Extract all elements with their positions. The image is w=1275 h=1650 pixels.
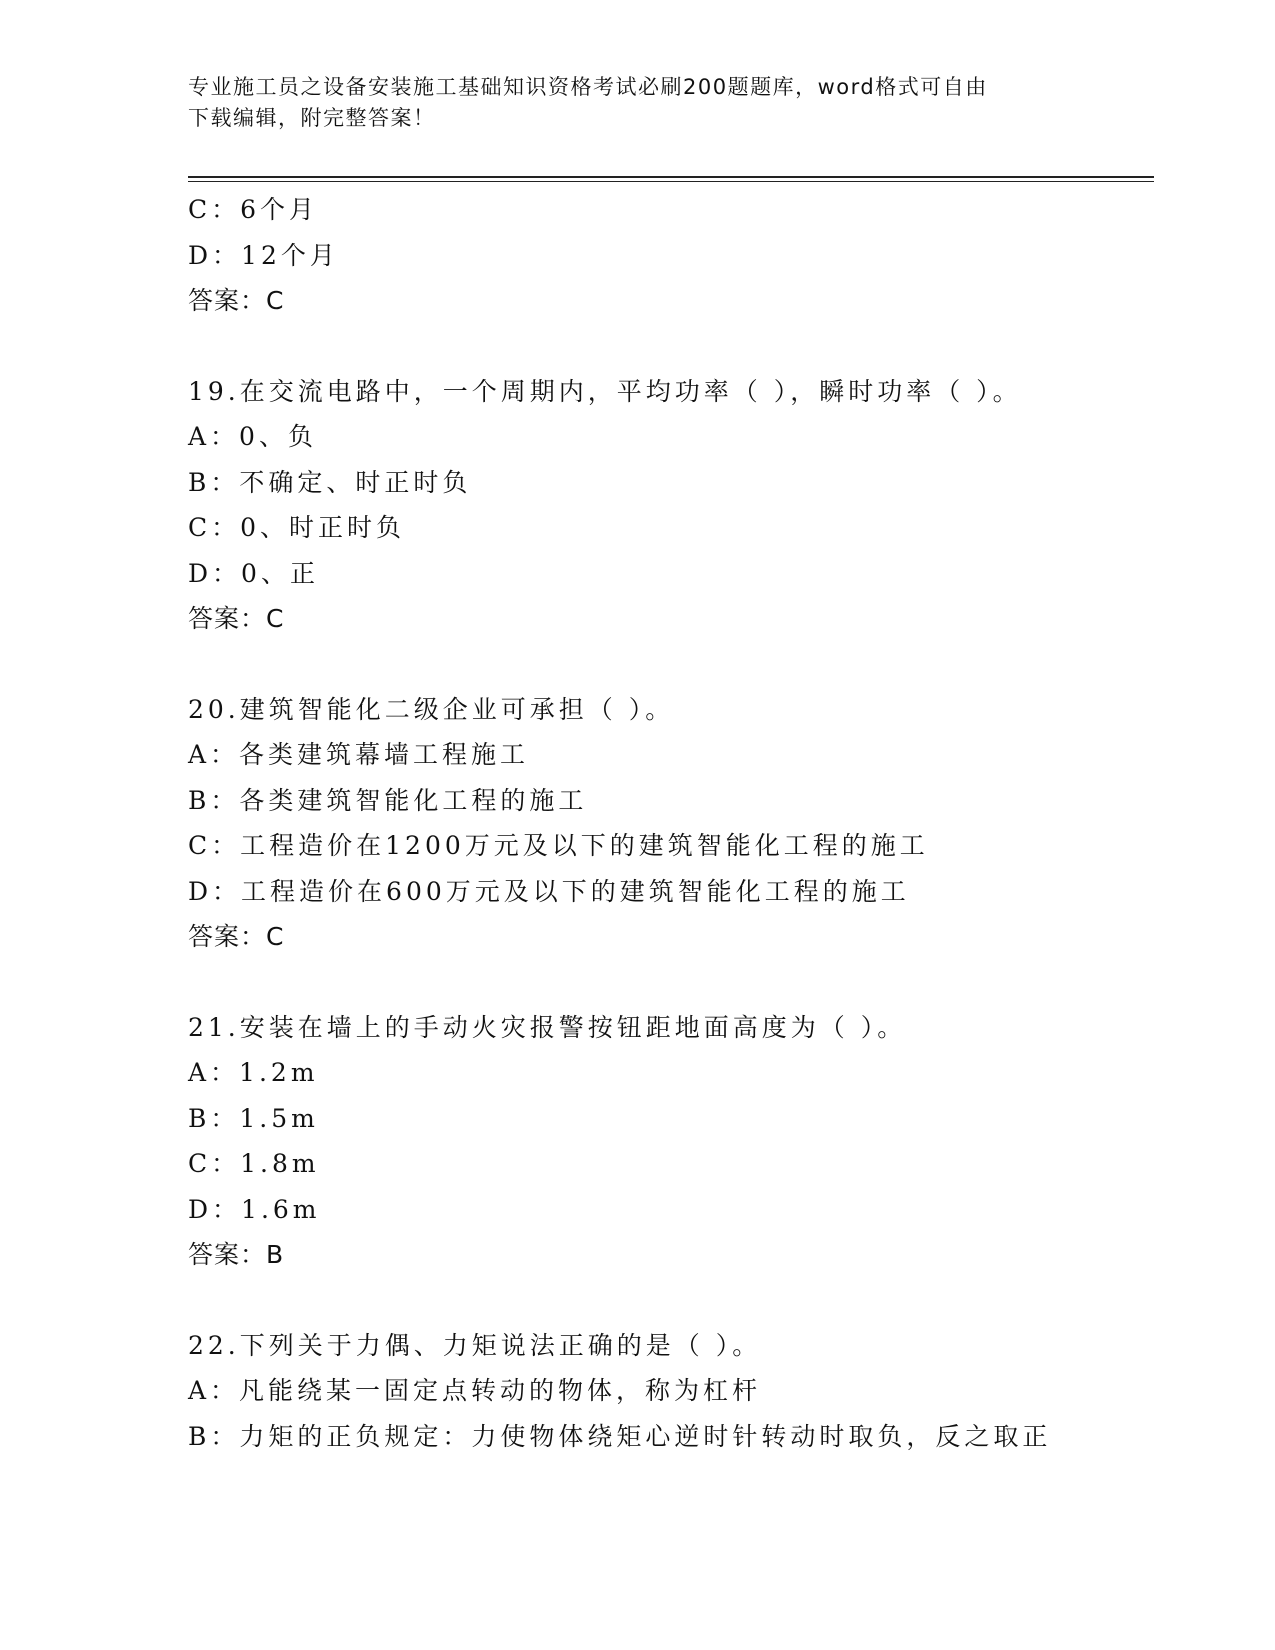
question-stem: 19.在交流电路中，一个周期内，平均功率（ ），瞬时功率（ ）。 (188, 376, 1022, 406)
question-block-19 (188, 369, 1148, 642)
question-block-22 (188, 1323, 1148, 1460)
option-d: D：工程造价在600万元及以下的建筑智能化工程的施工 (188, 876, 910, 906)
option-b: B：各类建筑智能化工程的施工 (188, 785, 588, 815)
question-stem: 20.建筑智能化二级企业可承担（ ）。 (188, 694, 675, 724)
spacer (188, 960, 1148, 1005)
question-block-20 (188, 687, 1148, 960)
header-line-2: 下载编辑，附完整答案！ (188, 106, 436, 130)
option-a: A：各类建筑幕墙工程施工 (188, 740, 530, 769)
option-d: D：12个月 (188, 240, 339, 270)
option-b: B：1.5m (188, 1103, 319, 1133)
option-a: A：凡能绕某一固定点转动的物体，称为杠杆 (188, 1376, 762, 1405)
option-c: C：0、时正时负 (188, 513, 406, 542)
answer-line: 答案：B (188, 1240, 285, 1269)
option-a: A：0、负 (188, 422, 317, 451)
answer-line: 答案：C (188, 286, 285, 315)
option-c: C：6个月 (188, 195, 319, 224)
header-line-1: 专业施工员之设备安装施工基础知识资格考试必刷200题题库，word格式可自由 (188, 75, 988, 99)
question-stem: 21.安装在墙上的手动火灾报警按钮距地面高度为（ ）。 (188, 1012, 907, 1042)
header-divider-thin (188, 181, 1154, 182)
option-b: B：不确定、时正时负 (188, 467, 472, 497)
option-c: C：工程造价在1200万元及以下的建筑智能化工程的施工 (188, 831, 929, 860)
spacer (188, 1278, 1148, 1323)
answer-line: 答案：C (188, 604, 285, 633)
document-header (188, 72, 1068, 134)
option-c: C：1.8m (188, 1149, 320, 1178)
option-d: D：1.6m (188, 1194, 321, 1224)
option-d: D：0、正 (188, 558, 319, 588)
header-divider-thick (188, 176, 1154, 178)
spacer (188, 642, 1148, 687)
option-b: B：力矩的正负规定：力使物体绕矩心逆时针转动时取负，反之取正 (188, 1421, 1052, 1451)
question-stem: 22.下列关于力偶、力矩说法正确的是（ ）。 (188, 1330, 762, 1360)
question-list (188, 187, 1148, 1459)
question-block-21 (188, 1005, 1148, 1278)
answer-line: 答案：C (188, 922, 285, 951)
question-block-prev (188, 187, 1148, 324)
spacer (188, 324, 1148, 369)
option-a: A：1.2m (188, 1058, 319, 1087)
